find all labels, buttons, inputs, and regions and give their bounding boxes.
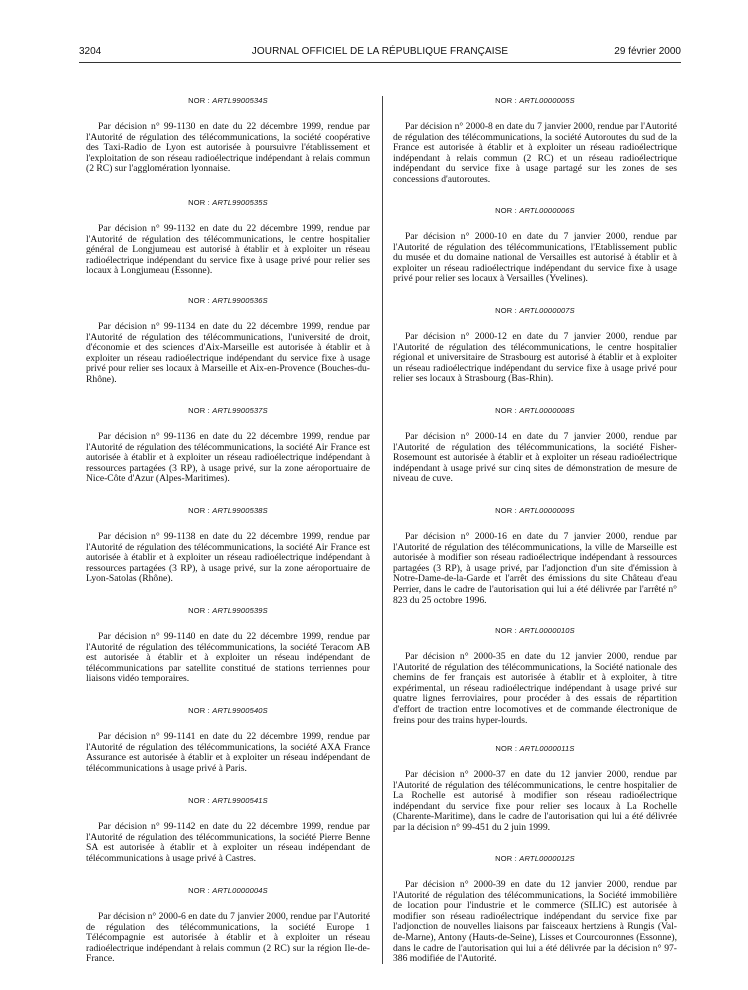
decision-entry bbox=[393, 744, 677, 834]
page-header bbox=[79, 46, 681, 62]
nor-label: NOR : bbox=[188, 406, 210, 415]
nor-label: NOR : bbox=[188, 796, 210, 805]
nor-reference bbox=[86, 96, 370, 106]
nor-reference bbox=[393, 306, 677, 316]
decision-entry bbox=[393, 96, 677, 186]
nor-code: ARTL9900535S bbox=[212, 198, 268, 207]
decision-entry bbox=[393, 306, 677, 385]
decision-entry bbox=[86, 198, 370, 277]
nor-label: NOR : bbox=[188, 198, 210, 207]
nor-code: ARTL0000008S bbox=[519, 406, 575, 415]
issue-date: 29 février 2000 bbox=[614, 46, 681, 57]
nor-label: NOR : bbox=[495, 306, 517, 315]
nor-code: ARTL0000004S bbox=[212, 886, 268, 895]
nor-reference bbox=[86, 886, 370, 896]
nor-code: ARTL9900539S bbox=[212, 606, 268, 615]
decision-text: Par décision n° 99-1134 en date du 22 décembre 1999, rendue par l'Autorité de régulation des télécommunications, l'université de droit, d'économie et des sciences d'Aix-Marseille est autorisée à établir et à exploiter un réseau radioélectrique indépendant du service fixe à usage privé pour relier ses locaux à Marseille et Aix-en-Provence (Bouches-du-Rhône). bbox=[86, 321, 370, 385]
nor-reference bbox=[393, 206, 677, 216]
decision-entry bbox=[86, 296, 370, 386]
decision-entry bbox=[86, 706, 370, 774]
nor-code: ARTL0000010S bbox=[519, 626, 575, 635]
decision-text: Par décision n° 99-1132 en date du 22 décembre 1999, rendue par l'Autorité de régulation des télécommunications, le centre hospitalier général de Longjumeau est autorisé à établir et à exploiter un réseau radioélectrique indépendant du service fixe à usage privé pour relier ses locaux à Longjumeau (Essonne). bbox=[86, 223, 370, 277]
nor-label: NOR : bbox=[495, 744, 518, 753]
decision-text: Par décision n° 2000-8 en date du 7 janvier 2000, rendue par l'Autorité de régulation des télécommunications, la société Autoroutes du sud de la France est autorisée à établir et à exploiter un réseau radioélectrique indépendant à relais commun (2 RC) et un réseau radioélectrique indépendant du service fixe à usage partagé sur les zones de ses concessions d'autoroutes. bbox=[393, 121, 677, 185]
nor-code: ARTL9900538S bbox=[212, 506, 268, 515]
nor-reference bbox=[86, 406, 370, 416]
decision-entry bbox=[393, 406, 677, 485]
nor-label: NOR : bbox=[188, 96, 210, 105]
decision-entry bbox=[86, 506, 370, 585]
decision-text: Par décision n° 2000-37 en date du 12 janvier 2000, rendue par l'Autorité de régulation des télécommunications, le centre hospitalier de La Rochelle est autorisé à modifier son réseau radioélectrique indépendant du service fixe pour relier ses locaux à La Rochelle (Charente-Maritime), dans le cadre de l'autorisation qui lui a été délivrée par la décision n° 99-451 du 2 juin 1999. bbox=[393, 769, 677, 833]
decision-text: Par décision n° 99-1138 en date du 22 décembre 1999, rendue par l'Autorité de régulation des télécommunications, la société Air France est autorisée à établir et à exploiter un réseau radioélectrique indépendant à ressources partagées (3 RP), à usage privé, sur la zone aéroportuaire de Lyon-Satolas (Rhône). bbox=[86, 531, 370, 585]
nor-reference bbox=[86, 796, 370, 806]
decision-text: Par décision n° 2000-14 en date du 7 janvier 2000, rendue par l'Autorité de régulation des télécommunications, la société Fisher-Rosemount est autorisée à établir et à exploiter un réseau radioélectrique indépendant à usage privé sur cinq sites de démonstration de mesure de niveau de cuve. bbox=[393, 431, 677, 485]
nor-label: NOR : bbox=[188, 606, 210, 615]
nor-label: NOR : bbox=[188, 296, 210, 305]
nor-label: NOR : bbox=[495, 206, 517, 215]
nor-label: NOR : bbox=[188, 706, 210, 715]
decision-entry bbox=[86, 406, 370, 485]
decision-text: Par décision n° 99-1140 en date du 22 décembre 1999, rendue par l'Autorité de régulation des télécommunications, la société Teracom AB est autorisée à établir et à exploiter un réseau indépendant de télécommunications par satellite constitué de stations terriennes pour liaisons vidéo temporaires. bbox=[86, 631, 370, 685]
nor-code: ARTL0000007S bbox=[519, 306, 575, 315]
nor-code: ARTL9900541S bbox=[212, 796, 268, 805]
decision-entry bbox=[86, 886, 370, 965]
nor-reference bbox=[86, 606, 370, 616]
nor-code: ARTL9900534S bbox=[212, 96, 268, 105]
nor-reference bbox=[86, 198, 370, 208]
decision-text: Par décision n° 2000-39 en date du 12 janvier 2000, rendue par l'Autorité de régulation des télécommunications, la Société immobilière de location pour l'industrie et le commerce (SILIC) est autorisée à modifier son réseau radioélectrique indépendant du service fixe par l'adjonction de nouvelles liaisons par faisceaux hertziens à Rungis (Val-de-Marne), Antony (Hauts-de-Seine), Lisses et Courcouronnes (Essonne), dans le cadre de l'autorisation qui lui a été délivrée par la décision n° 97-386 modifiée de l'Autorité. bbox=[393, 879, 677, 965]
journal-title: JOURNAL OFFICIEL DE LA RÉPUBLIQUE FRANÇAISE bbox=[251, 46, 509, 57]
decision-text: Par décision n° 99-1141 en date du 22 décembre 1999, rendue par l'Autorité de régulation des télécommunications, la société AXA France Assurance est autorisée à établir et à exploiter un réseau indépendant de télécommunications à usage privé à Paris. bbox=[86, 731, 370, 774]
nor-label: NOR : bbox=[188, 886, 210, 895]
nor-label: NOR : bbox=[495, 96, 517, 105]
decision-text: Par décision n° 99-1142 en date du 22 décembre 1999, rendue par l'Autorité de régulation des télécommunications, la société Pierre Benne SA est autorisée à établir et à exploiter un réseau indépendant de télécommunications à usage privé à Castres. bbox=[86, 821, 370, 864]
nor-code: ARTL9900537S bbox=[212, 406, 268, 415]
nor-code: ARTL9900536S bbox=[212, 296, 268, 305]
decision-entry bbox=[86, 96, 370, 175]
nor-reference bbox=[393, 96, 677, 106]
decision-text: Par décision n° 2000-6 en date du 7 janvier 2000, rendue par l'Autorité de régulation des télécommunications, la société Europe 1 Télécompagnie est autorisée à établir et à exploiter un réseau radioélectrique indépendant à relais commun (2 RC) sur la région Ile-de-France. bbox=[86, 911, 370, 965]
nor-reference bbox=[393, 854, 677, 864]
nor-code: ARTL0000012S bbox=[519, 854, 575, 863]
nor-label: NOR : bbox=[495, 854, 517, 863]
nor-code: ARTL0000011S bbox=[519, 744, 575, 753]
page-number: 3204 bbox=[79, 46, 102, 57]
decision-text: Par décision n° 2000-10 en date du 7 janvier 2000, rendue par l'Autorité de régulation des télécommunications, l'Etablissement public du musée et du domaine national de Versailles est autorisé à établir et à exploiter un réseau radioélectrique indépendant du service fixe à usage privé pour relier ses locaux à Versailles (Yvelines). bbox=[393, 231, 677, 285]
nor-label: NOR : bbox=[495, 506, 517, 515]
nor-reference bbox=[393, 506, 677, 516]
header-divider bbox=[79, 62, 681, 63]
decision-entry bbox=[393, 854, 677, 965]
nor-code: ARTL0000009S bbox=[519, 506, 575, 515]
nor-code: ARTL0000006S bbox=[519, 206, 575, 215]
nor-label: NOR : bbox=[495, 406, 517, 415]
column-divider bbox=[382, 96, 383, 964]
decision-text: Par décision n° 2000-12 en date du 7 janvier 2000, rendue par l'Autorité de régulation des télécommunications, le centre hospitalier régional et universitaire de Strasbourg est autorisé à établir et à exploiter un réseau radioélectrique indépendant du service fixe à usage privé pour relier ses locaux à Strasbourg (Bas-Rhin). bbox=[393, 331, 677, 385]
nor-label: NOR : bbox=[188, 506, 210, 515]
decision-entry bbox=[393, 506, 677, 606]
nor-reference bbox=[393, 406, 677, 416]
decision-entry bbox=[86, 796, 370, 864]
nor-reference bbox=[86, 506, 370, 516]
decision-text: Par décision n° 2000-35 en date du 12 janvier 2000, rendue par l'Autorité de régulation des télécommunications, la Société nationale des chemins de fer français est autorisée à établir et à exploiter, à titre expérimental, un réseau radioélectrique indépendant à usage privé sur quatre lignes ferroviaires, pour procéder à des essais de répartition d'effort de traction entre locomotives et de commande électronique de freins pour des trains hyper-lourds. bbox=[393, 651, 677, 726]
nor-reference bbox=[86, 706, 370, 716]
nor-code: ARTL9900540S bbox=[212, 706, 268, 715]
decision-entry bbox=[86, 606, 370, 685]
nor-reference bbox=[393, 626, 677, 636]
decision-text: Par décision n° 2000-16 en date du 7 janvier 2000, rendue par l'Autorité de régulation des télécommunications, la ville de Marseille est autorisée à modifier son réseau radioélectrique indépendant à ressources partagées (3 RP), à usage privé, par l'adjonction d'un site d'émission à Notre-Dame-de-la-Garde et l'arrêt des émissions du site Château d'eau Perrier, dans le cadre de l'autorisation qui lui a été délivrée par l'arrêté n° 823 du 25 octobre 1996. bbox=[393, 531, 677, 606]
decision-entry bbox=[393, 626, 677, 726]
decision-text: Par décision n° 99-1136 en date du 22 décembre 1999, rendue par l'Autorité de régulation des télécommunications, la société Air France est autorisée à établir et à exploiter un réseau radioélectrique indépendant à ressources partagées (3 RP), à usage privé, sur la zone aéroportuaire de Nice-Côte d'Azur (Alpes-Maritimes). bbox=[86, 431, 370, 485]
decision-text: Par décision n° 99-1130 en date du 22 décembre 1999, rendue par l'Autorité de régulation des télécommunications, la société coopérative des Taxi-Radio de Lyon est autorisée à poursuivre l'établissement et l'exploitation de son réseau radioélectrique indépendant à relais commun (2 RC) sur l'agglomération lyonnaise. bbox=[86, 121, 370, 175]
nor-reference bbox=[393, 744, 677, 754]
nor-code: ARTL0000005S bbox=[519, 96, 575, 105]
nor-label: NOR : bbox=[495, 626, 517, 635]
nor-reference bbox=[86, 296, 370, 306]
decision-entry bbox=[393, 206, 677, 285]
